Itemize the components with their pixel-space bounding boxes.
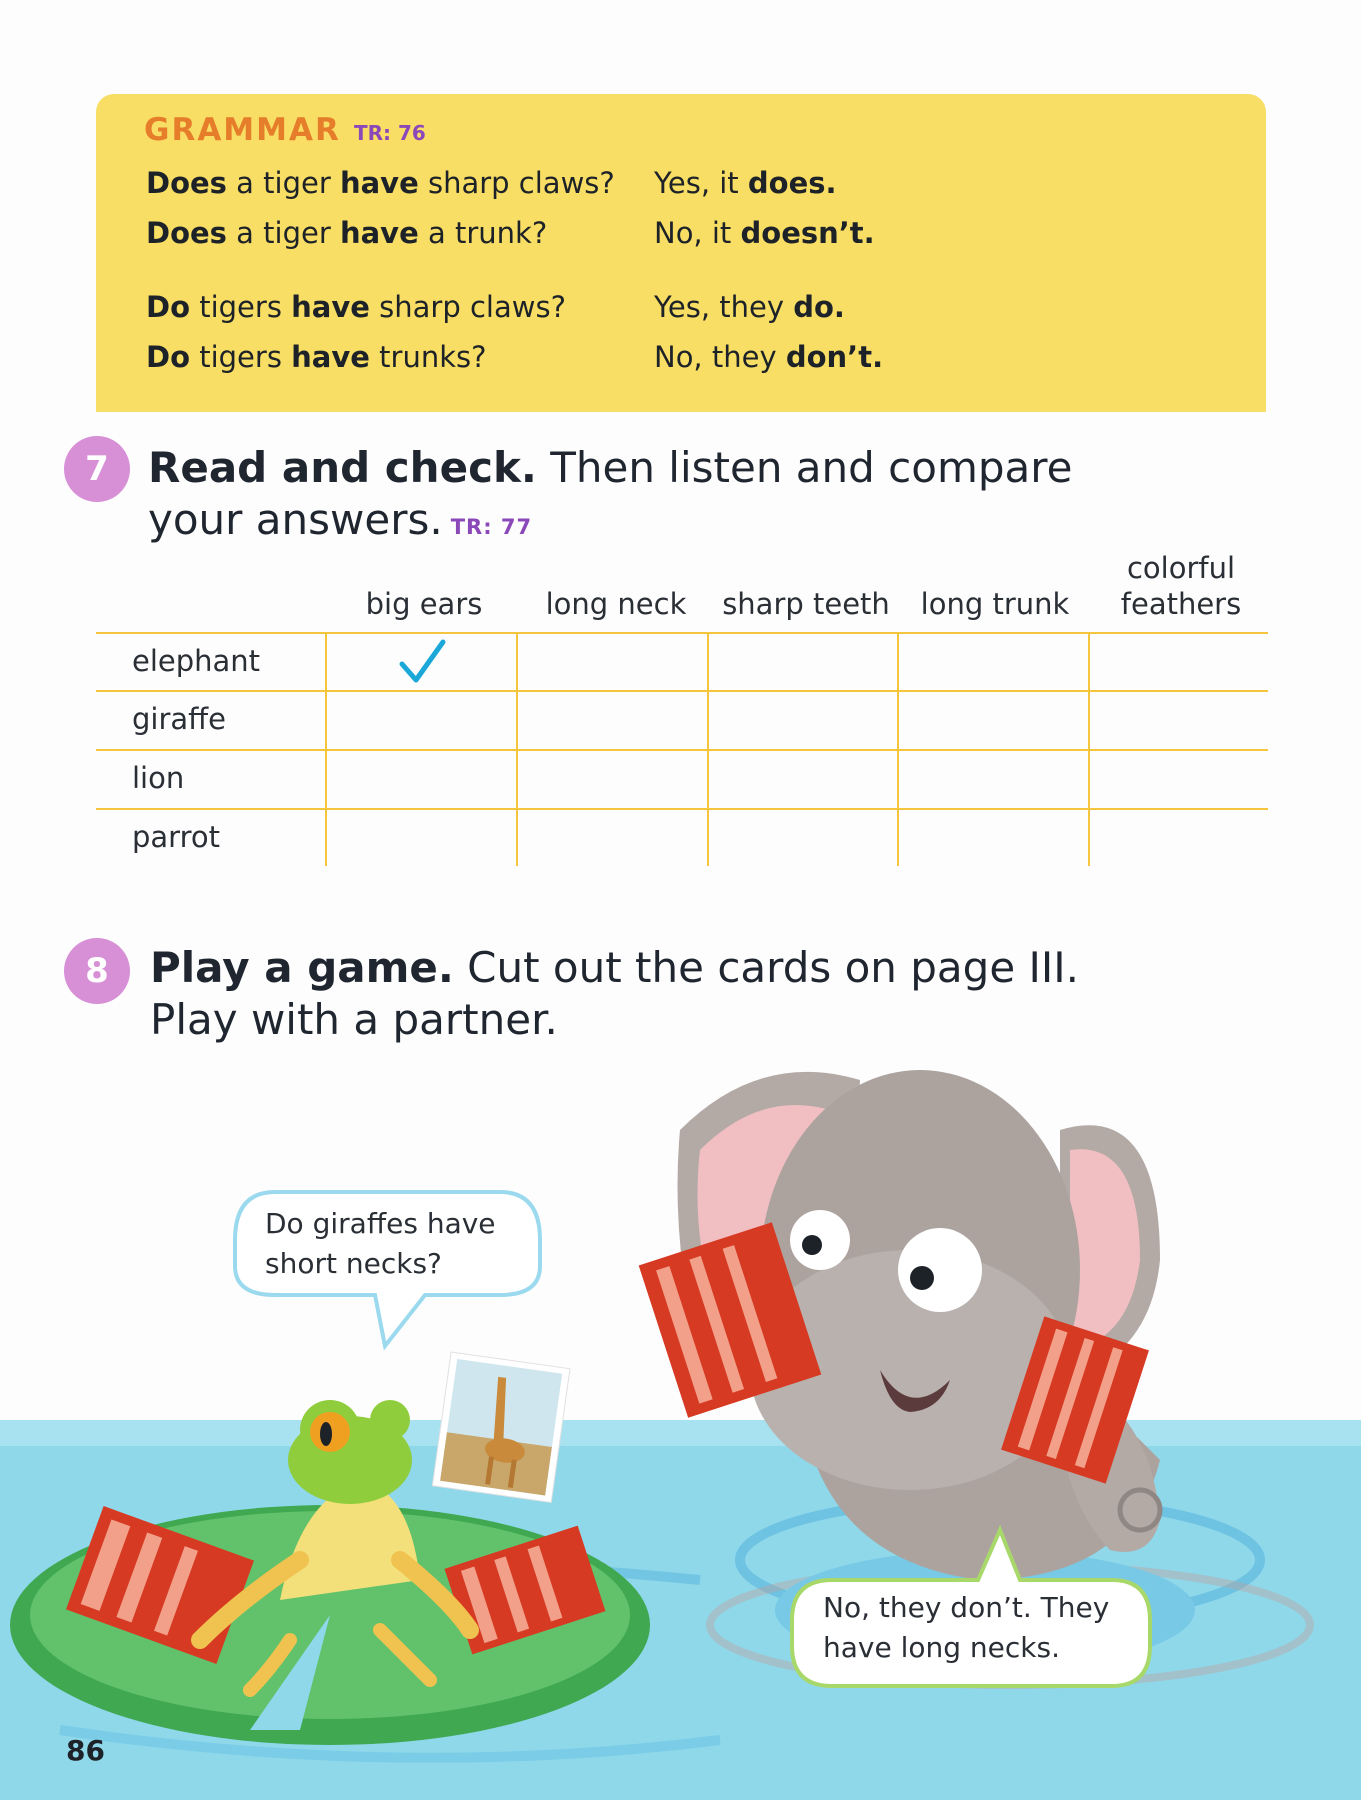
grammar-title: GRAMMAR [144, 112, 341, 148]
column-header-long-trunk: long trunk [920, 587, 1070, 621]
activity-8-number: 8 [64, 938, 130, 1004]
grammar-header [144, 112, 426, 148]
column-header-sharp-teeth: sharp teeth [722, 587, 890, 621]
check-mark-icon [396, 636, 448, 688]
activity-8-instructions: Play a game. Cut out the cards on page III. Play with a partner. [150, 943, 1080, 1044]
cell-elephant-big-ears[interactable] [327, 634, 516, 690]
activity-7-number: 7 [64, 436, 130, 502]
frog-speech-text: Do giraffes have short necks? [265, 1207, 496, 1280]
giraffe-card-icon [432, 1352, 570, 1502]
grammar-box [96, 94, 1266, 412]
cells-lion[interactable] [327, 751, 1268, 808]
grammar-question-3: Do tigers have sharp claws? [146, 290, 566, 324]
cell-elephant-long-trunk[interactable] [899, 634, 1088, 690]
row-label-elephant: elephant [132, 644, 261, 678]
frog-elephant-illustration [0, 1040, 1361, 1800]
column-header-long-neck: long neck [545, 587, 687, 621]
grammar-answer-2: No, it doesn’t. [654, 216, 875, 250]
grammar-answer-4: No, they don’t. [654, 340, 884, 374]
grammar-answer-1: Yes, it does. [654, 166, 837, 200]
column-header-colorful-feathers: colorful feathers [1120, 551, 1242, 621]
row-label-giraffe: giraffe [132, 702, 226, 736]
elephant-speech-text: No, they don’t. They have long necks. [823, 1591, 1110, 1664]
grammar-question-4: Do tigers have trunks? [146, 340, 487, 374]
cells-giraffe[interactable] [327, 692, 1268, 749]
check-table [96, 632, 1268, 866]
cell-elephant-long-neck[interactable] [518, 634, 707, 690]
column-header-big-ears: big ears [365, 587, 483, 621]
row-label-lion: lion [132, 761, 185, 795]
cells-parrot[interactable] [327, 810, 1268, 866]
activity-7-track: TR: 77 [450, 515, 533, 539]
grammar-answer-3: Yes, they do. [654, 290, 845, 324]
row-label-parrot: parrot [132, 820, 220, 854]
grammar-track: TR: 76 [353, 121, 426, 145]
cell-elephant-colorful-feathers[interactable] [1090, 634, 1268, 690]
grammar-question-1: Does a tiger have sharp claws? [146, 166, 615, 200]
cell-elephant-sharp-teeth[interactable] [709, 634, 897, 690]
grammar-question-2: Does a tiger have a trunk? [146, 216, 548, 250]
activity-7-instructions: Read and check. Then listen and compare your answers. TR: 77 [148, 443, 1073, 544]
page-number: 86 [66, 1734, 105, 1767]
